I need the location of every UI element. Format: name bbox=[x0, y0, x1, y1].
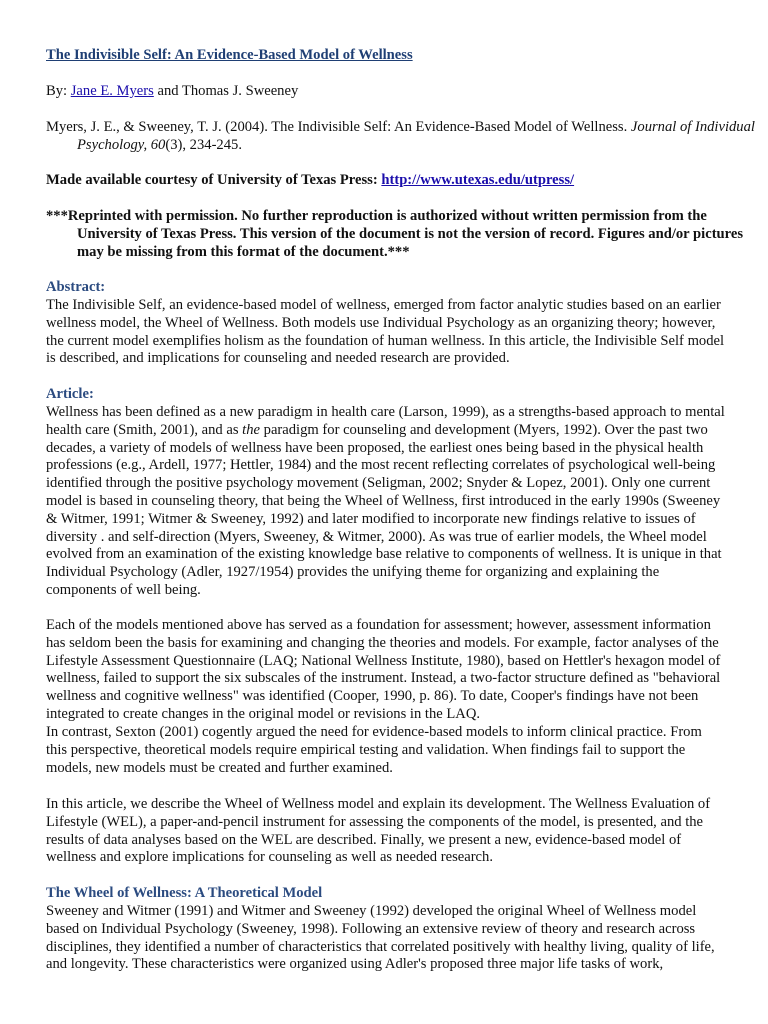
permission-notice: ***Reprinted with permission. No further reproduction is authorized without written permission from the University of Texas Press. This version of the document is not the version of record. Figures and/or pictures may be missing from this format of the document.*** bbox=[46, 208, 744, 260]
article-p1-text-b: paradigm for counseling and development (Myers, 1992). Over the past two decades, a variety of models of wellness have been proposed, the earliest ones being based in the physical health professions (e.g., Ardell, 1977; Hettler, 1984) and the most recent reflecting correlates of psychological well-being identified through the positive psychology movement (Seligman, 2002; Snyder & Lopez, 2001). Only one current model is based in counseling theory, that being the Wheel of Wellness, first introduced in the early 1990s (Sweeney & Witmer, 1991; Witmer & Sweeney, 1992) and later modified to incorporate new findings relative to issues of diversity . and self-direction (Myers, Sweeney, & Witmer, 2000). As was true of earlier models, the Wheel model evolved from an examination of the existing knowledge base relative to components of wellness. It is unique in that Individual Psychology (Adler, 1927/1954) provides the unifying theme for organizing and explaining the components of well being. bbox=[46, 421, 722, 598]
courtesy-text: Made available courtesy of University of Texas Press: bbox=[46, 172, 382, 188]
courtesy-line bbox=[46, 172, 726, 190]
article-p1-emphasis: the bbox=[242, 421, 260, 438]
abstract-heading: Abstract: bbox=[46, 279, 106, 295]
abstract-text: The Indivisible Self, an evidence-based model of wellness, emerged from factor analytic studies based on an earlier wellness model, the Wheel of Wellness. Both models use Individual Psychology as an organizing theory; however, the current model exemplifies holism as the foundation of human wellness. In this article, the Indivisible Self model is described, and implications for counseling and needed research are provided. bbox=[46, 297, 725, 367]
byline-prefix: By: bbox=[46, 83, 71, 99]
document-title[interactable]: The Indivisible Self: An Evidence-Based Model of Wellness bbox=[46, 47, 413, 63]
article-paragraph-1 bbox=[46, 404, 726, 600]
citation-part2: (3), 234-245. bbox=[165, 136, 242, 153]
byline bbox=[46, 83, 726, 101]
article-paragraph-2: Each of the models mentioned above has served as a foundation for assessment; however, assessment information has seldom been the basis for examining and changing the theories and models. For example, factor analyses of the Lifestyle Assessment Questionnaire (LAQ; National Wellness Institute, 1980), based on Hettler's hexagon model of wellness, failed to support the six subscales of the instrument. Instead, a two-factor structure defined as "behavioral wellness and cognitive wellness" was identified (Cooper, 1990, p. 86). To date, Cooper's findings have not been integrated to create changes in the original model or revisions in the LAQ. bbox=[46, 617, 721, 722]
article-paragraph-4: In this article, we describe the Wheel of Wellness model and explain its development. The Wellness Evaluation of Lifestyle (WEL), a paper-and-pencil instrument for assessing the components of the model, is presented, and the results of data analyses based on the WEL are described. Finally, we present a new, evidence-based model of wellness and explore implications for counseling as well as needed research. bbox=[46, 796, 711, 866]
citation-part1: Myers, J. E., & Sweeney, T. J. (2004). The Indivisible Self: An Evidence-Based Model of Wellness. bbox=[46, 119, 631, 135]
press-link[interactable]: http://www.utexas.edu/utpress/ bbox=[381, 172, 575, 188]
article-paragraph-3: In contrast, Sexton (2001) cogently argued the need for evidence-based models to inform clinical practice. From this perspective, theoretical models require empirical testing and validation. When findings fail to support the models, new models must be created and further examined. bbox=[46, 724, 702, 776]
wheel-paragraph: Sweeney and Witmer (1991) and Witmer and Sweeney (1992) developed the original Wheel of Wellness model based on Individual Psychology (Sweeney, 1998). Following an extensive review of theory and research across disciplines, they identified a number of characteristics that correlated positively with healthy living, quality of life, and longevity. These characteristics were organized using Adler's proposed three major life tasks of work, bbox=[46, 903, 715, 973]
wheel-heading: The Wheel of Wellness: A Theoretical Model bbox=[46, 885, 323, 901]
article-heading: Article: bbox=[46, 386, 94, 402]
citation bbox=[46, 119, 757, 155]
author-link[interactable]: Jane E. Myers bbox=[70, 83, 154, 99]
citation-journal: Journal of Individual Psychology, 60 bbox=[77, 119, 755, 153]
byline-rest: and Thomas J. Sweeney bbox=[153, 83, 299, 99]
article-p1-text-a: Wellness has been defined as a new paradigm in health care (Larson, 1999), as a strengths-based approach to mental health care (Smith, 2001), and as bbox=[46, 404, 725, 438]
